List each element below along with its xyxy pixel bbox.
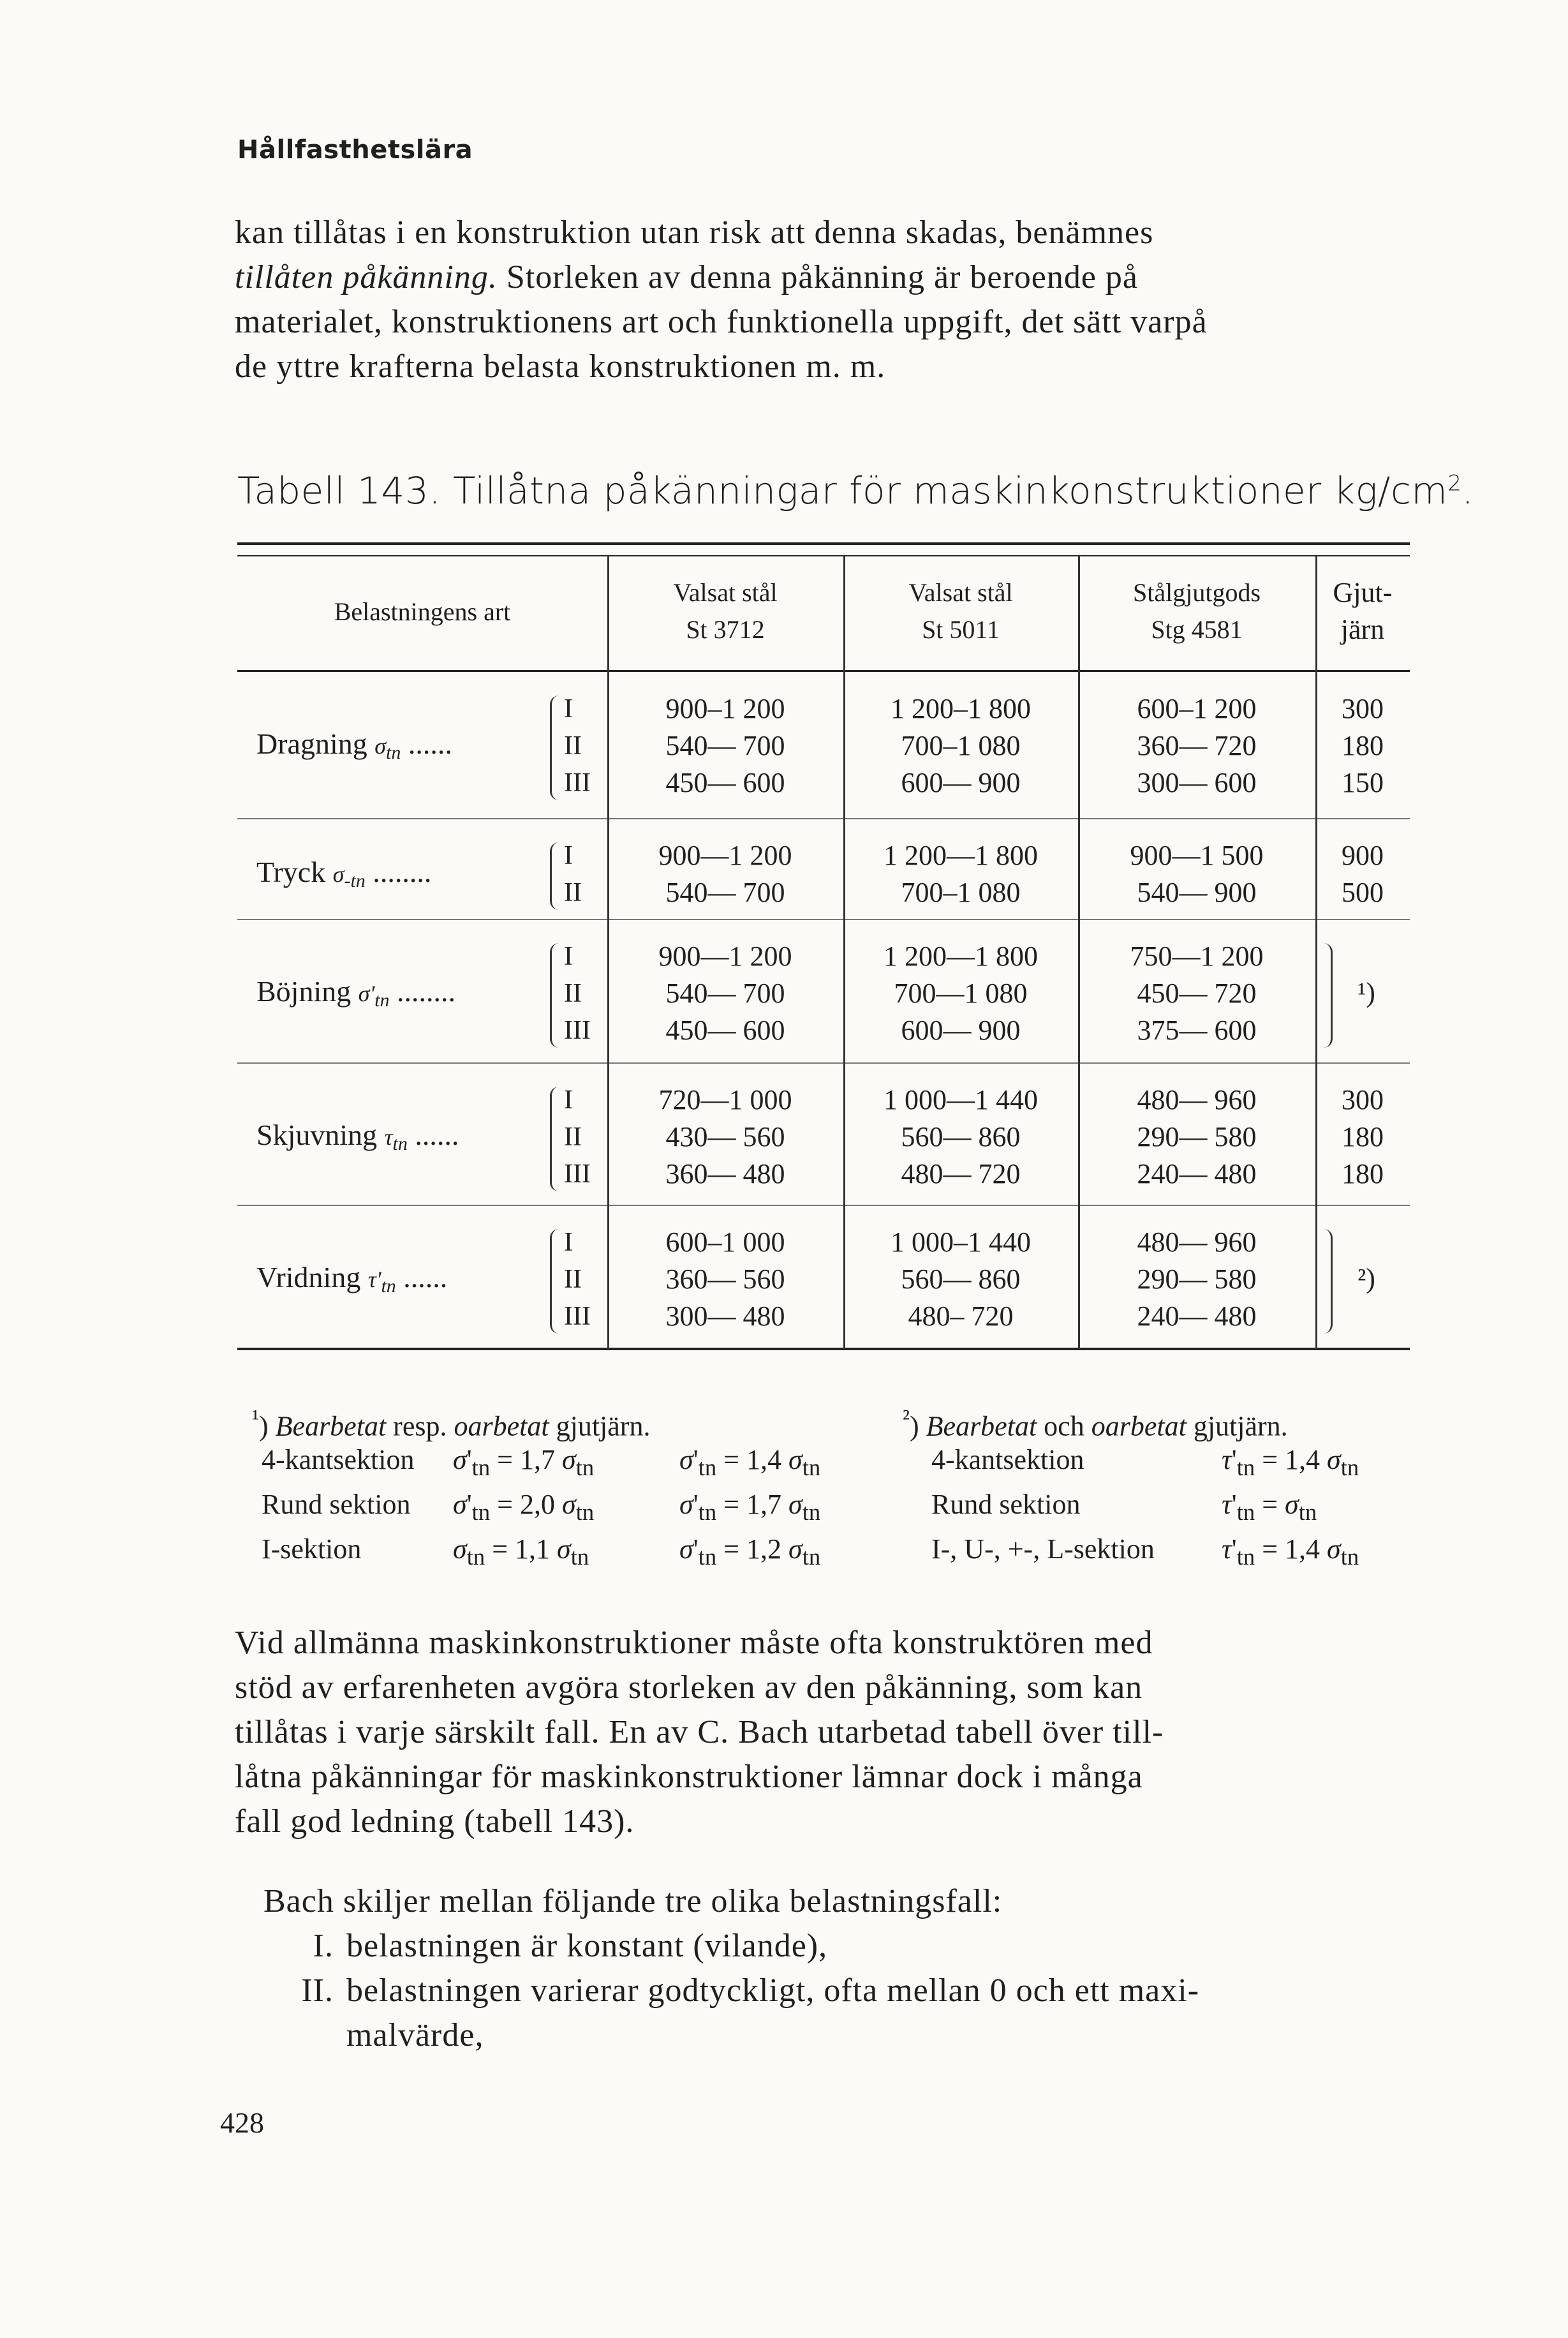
- note-brace: [1322, 943, 1333, 1048]
- cell-c3: 300— 600: [1137, 767, 1257, 798]
- header-col1: [607, 574, 843, 648]
- running-header: Hållfasthetslära: [237, 135, 473, 165]
- row-label-böjning: [256, 974, 455, 1011]
- case-brace: [550, 1229, 561, 1334]
- footnote-1-formula-b: $\sigma'_{tn} = 1,7$ $\sigma_{tn}$: [679, 1489, 821, 1525]
- stress-table: [237, 542, 1410, 1359]
- case-1-num: I.: [313, 1928, 334, 1964]
- table-top-rule: [237, 542, 1410, 545]
- cell-c2: 480— 720: [901, 1158, 1021, 1189]
- row-label-text: Dragning: [256, 727, 375, 760]
- row-label-text: Böjning: [256, 975, 359, 1008]
- leader-dots: ........: [389, 975, 456, 1008]
- cell-c3: 480— 960: [1137, 1084, 1257, 1115]
- case-number: III: [564, 1159, 591, 1189]
- cell-c3: 540— 900: [1137, 877, 1257, 908]
- leader-dots: ......: [401, 727, 452, 760]
- stress-symbol: $\tau'_{tn}$: [367, 1267, 396, 1297]
- cell-c1: 450— 600: [665, 767, 785, 798]
- intro-italic-term: tillåten påkänning.: [235, 259, 498, 295]
- cell-c3: 750—1 200: [1130, 941, 1264, 972]
- header-col3-line2: Stg 4581: [1151, 615, 1243, 644]
- case-2-text: belastningen varierar godtyckligt, ofta mellan 0 och ett maxi-: [346, 1972, 1200, 2009]
- header-col1-line2: St 3712: [686, 615, 765, 644]
- cases-intro: Bach skiljer mellan följande tre olika belastningsfall:: [263, 1883, 1003, 1919]
- case-1-text: belastningen är konstant (vilande),: [346, 1928, 828, 1964]
- cell-c4: 150: [1342, 767, 1384, 798]
- cell-c3: 480— 960: [1137, 1226, 1257, 1258]
- footnote-2-title: $^{^2}$) Bearbetat och oarbetat gjutjärn.: [903, 1404, 1288, 1442]
- row-label-text: Vridning: [256, 1261, 368, 1293]
- body-line-3: tillåtas i varje särskilt fall. En av C. Bach utarbetad tabell över till-: [235, 1714, 1164, 1750]
- footnote-2-label: Rund sektion: [931, 1489, 1081, 1520]
- body-paragraph: [235, 1621, 1421, 1844]
- header-load-type: Belastningens art: [334, 597, 511, 626]
- cell-c1: 540— 700: [665, 730, 785, 761]
- footnote-1-label: I-sektion: [262, 1533, 362, 1565]
- footnote-ref: ¹): [1357, 977, 1375, 1008]
- note-brace: [1322, 1229, 1333, 1334]
- table-bottom-rule: [237, 1348, 1410, 1350]
- case-number: III: [564, 1302, 591, 1331]
- case-number: III: [564, 1016, 591, 1045]
- cell-c1: 600–1 000: [665, 1226, 785, 1258]
- row-label-tryck: [256, 855, 431, 892]
- cell-c3: 375— 600: [1137, 1015, 1257, 1046]
- cell-c2: 560— 860: [901, 1263, 1021, 1295]
- case-brace: [550, 842, 561, 910]
- cell-c1: 900–1 200: [665, 693, 785, 724]
- case-brace: [550, 1087, 561, 1191]
- cell-c4: 180: [1342, 1158, 1384, 1189]
- cases-paragraph: [235, 1879, 1421, 2058]
- cell-c2: 1 200—1 800: [884, 840, 1038, 871]
- cell-c2: 1 000–1 440: [891, 1226, 1031, 1258]
- header-col2-line1: Valsat stål: [908, 578, 1013, 607]
- footnote-1-formula-b: $\sigma'_{tn} = 1,2$ $\sigma_{tn}$: [679, 1533, 821, 1570]
- leader-dots: ......: [396, 1261, 448, 1293]
- cell-c1: 540— 700: [665, 978, 785, 1009]
- intro-line-1: kan tillåtas i en konstruktion utan risk att denna skadas, benämnes: [235, 214, 1154, 251]
- cell-c4: 180: [1342, 1121, 1384, 1152]
- header-col4: [1315, 574, 1410, 648]
- footnote-ref: ²): [1357, 1263, 1375, 1294]
- cell-c1: 720—1 000: [658, 1084, 792, 1115]
- group-rule-4: [237, 1205, 1410, 1206]
- header-col4-line2: järn: [1340, 614, 1385, 645]
- stress-symbol: $\sigma_{-tn}$: [332, 861, 366, 892]
- case-2-cont-text: malvärde,: [346, 2017, 484, 2053]
- case-number: III: [564, 768, 591, 798]
- header-col2-line2: St 5011: [922, 615, 1000, 644]
- case-number: I: [564, 1228, 573, 1257]
- row-label-text: Tryck: [256, 856, 333, 888]
- footnote-1-formula-a: $\sigma'_{tn} = 1,7$ $\sigma_{tn}$: [453, 1444, 595, 1480]
- stress-symbol: $\sigma'_{tn}$: [358, 981, 390, 1011]
- header-col1-line1: Valsat stål: [673, 578, 778, 607]
- cell-c4: 300: [1342, 693, 1384, 724]
- footnote-1-label: Rund sektion: [262, 1489, 411, 1520]
- table-caption-text: Tabell 143. Tillåtna påkänningar för maskinkonstruktioner kg/cm: [237, 469, 1448, 512]
- cell-c4: 300: [1342, 1084, 1384, 1115]
- cell-c1: 360— 560: [665, 1263, 785, 1295]
- footnote-1-formula-a: $\sigma'_{tn} = 2,0$ $\sigma_{tn}$: [453, 1489, 595, 1525]
- case-2-num: II.: [301, 1972, 334, 2009]
- footnote-1-formula-a: $\sigma_{tn} = 1,1$ $\sigma_{tn}$: [453, 1533, 589, 1570]
- case-2-cont: [235, 2013, 1421, 2058]
- intro-line-2: [235, 255, 1421, 300]
- row-label-skjuvning: [256, 1118, 459, 1155]
- intro-line-2-rest: Storleken av denna påkänning är beroende på: [497, 259, 1139, 295]
- cell-c1: 900—1 200: [658, 941, 792, 972]
- cell-c2: 1 200—1 800: [884, 941, 1038, 972]
- case-number: II: [564, 1122, 582, 1152]
- table-caption-sup: 2: [1447, 470, 1462, 496]
- row-label-text: Skjuvning: [256, 1119, 385, 1151]
- intro-paragraph: [235, 211, 1421, 389]
- case-number: I: [564, 841, 573, 870]
- case-number: II: [564, 731, 582, 761]
- footnote-2-formula: $\tau'_{tn} = 1,4$ $\sigma_{tn}$: [1222, 1533, 1359, 1570]
- page-number: 428: [220, 2106, 264, 2139]
- cell-c4: 500: [1342, 877, 1384, 908]
- cell-c2: 1 200–1 800: [891, 693, 1031, 724]
- cell-c2: 700–1 080: [901, 877, 1021, 908]
- cell-c2: 560— 860: [901, 1121, 1021, 1152]
- case-number: II: [564, 1265, 582, 1294]
- footnote-1-label: 4-kantsektion: [262, 1444, 415, 1475]
- cell-c1: 900—1 200: [658, 840, 792, 871]
- body-line-5: fall god ledning (tabell 143).: [235, 1803, 635, 1840]
- row-label-dragning: [256, 727, 452, 764]
- body-line-1: Vid allmänna maskinkonstruktioner måste ofta konstruktören med: [235, 1625, 1153, 1661]
- group-rule-2: [237, 919, 1410, 920]
- case-number: I: [564, 694, 573, 724]
- cell-c1: 300— 480: [665, 1300, 785, 1332]
- cell-c2: 600— 900: [901, 1015, 1021, 1046]
- header-col3: [1078, 574, 1315, 648]
- case-2: [235, 1969, 1421, 2013]
- header-col4-line1: Gjut-: [1333, 577, 1393, 608]
- cell-c1: 360— 480: [665, 1158, 785, 1189]
- case-brace: [550, 943, 561, 1048]
- footnote-1-title: $^{^1}$) Bearbetat resp. oarbetat gjutjärn.: [252, 1404, 651, 1442]
- cell-c4: 180: [1342, 730, 1384, 761]
- body-line-2: stöd av erfarenheten avgöra storleken av den påkänning, som kan: [235, 1669, 1143, 1706]
- row-label-vridning: [256, 1260, 447, 1297]
- footnote-2-formula: $\tau'_{tn} = 1,4$ $\sigma_{tn}$: [1222, 1444, 1359, 1480]
- col-rule-4: [1315, 555, 1317, 1349]
- footnote-1-formula-b: $\sigma'_{tn} = 1,4$ $\sigma_{tn}$: [679, 1444, 821, 1480]
- cell-c2: 480– 720: [908, 1300, 1014, 1332]
- cell-c3: 900—1 500: [1130, 840, 1264, 871]
- header-rule: [237, 670, 1410, 672]
- footnote-2-formula: $\tau'_{tn} = \sigma_{tn}$: [1222, 1489, 1317, 1525]
- body-line-4: låtna påkänningar för maskinkonstruktioner lämnar dock i många: [235, 1759, 1143, 1795]
- cell-c2: 600— 900: [901, 767, 1021, 798]
- intro-line-4: de yttre krafterna belasta konstruktionen m. m.: [235, 348, 886, 385]
- case-1: [235, 1924, 1421, 1969]
- cell-c3: 360— 720: [1137, 730, 1257, 761]
- leader-dots: ......: [407, 1119, 459, 1151]
- cell-c1: 430— 560: [665, 1121, 785, 1152]
- case-brace: [550, 696, 561, 800]
- group-rule-3: [237, 1062, 1410, 1064]
- stress-symbol: $\sigma_{tn}$: [374, 733, 401, 764]
- header-col2: [843, 574, 1078, 648]
- footnote-2-label: I-, U-, +-, L-sektion: [931, 1533, 1155, 1565]
- cell-c2: 700–1 080: [901, 730, 1021, 761]
- case-number: II: [564, 878, 582, 907]
- table-caption-end: .: [1461, 469, 1474, 512]
- footnote-2-label: 4-kantsektion: [931, 1444, 1084, 1475]
- table-top-rule-thin: [237, 555, 1410, 556]
- case-number: I: [564, 942, 573, 971]
- leader-dots: ........: [365, 856, 432, 888]
- cell-c1: 540— 700: [665, 877, 785, 908]
- cell-c1: 450— 600: [665, 1015, 785, 1046]
- cell-c2: 700—1 080: [894, 978, 1028, 1009]
- table-caption: [237, 469, 1474, 512]
- cell-c3: 290— 580: [1137, 1121, 1257, 1152]
- cell-c4: 900: [1342, 840, 1384, 871]
- header-col3-line1: Stålgjutgods: [1132, 578, 1261, 607]
- cell-c2: 1 000—1 440: [884, 1084, 1038, 1115]
- cell-c3: 600–1 200: [1137, 693, 1257, 724]
- group-rule-1: [237, 818, 1410, 819]
- cell-c3: 290— 580: [1137, 1263, 1257, 1295]
- case-number: I: [564, 1085, 573, 1115]
- intro-line-3: materialet, konstruktionens art och funktionella uppgift, det sätt varpå: [235, 304, 1208, 340]
- cell-c3: 450— 720: [1137, 978, 1257, 1009]
- cell-c3: 240— 480: [1137, 1300, 1257, 1332]
- cell-c3: 240— 480: [1137, 1158, 1257, 1189]
- case-number: II: [564, 979, 582, 1008]
- stress-symbol: $\tau_{tn}$: [384, 1124, 408, 1155]
